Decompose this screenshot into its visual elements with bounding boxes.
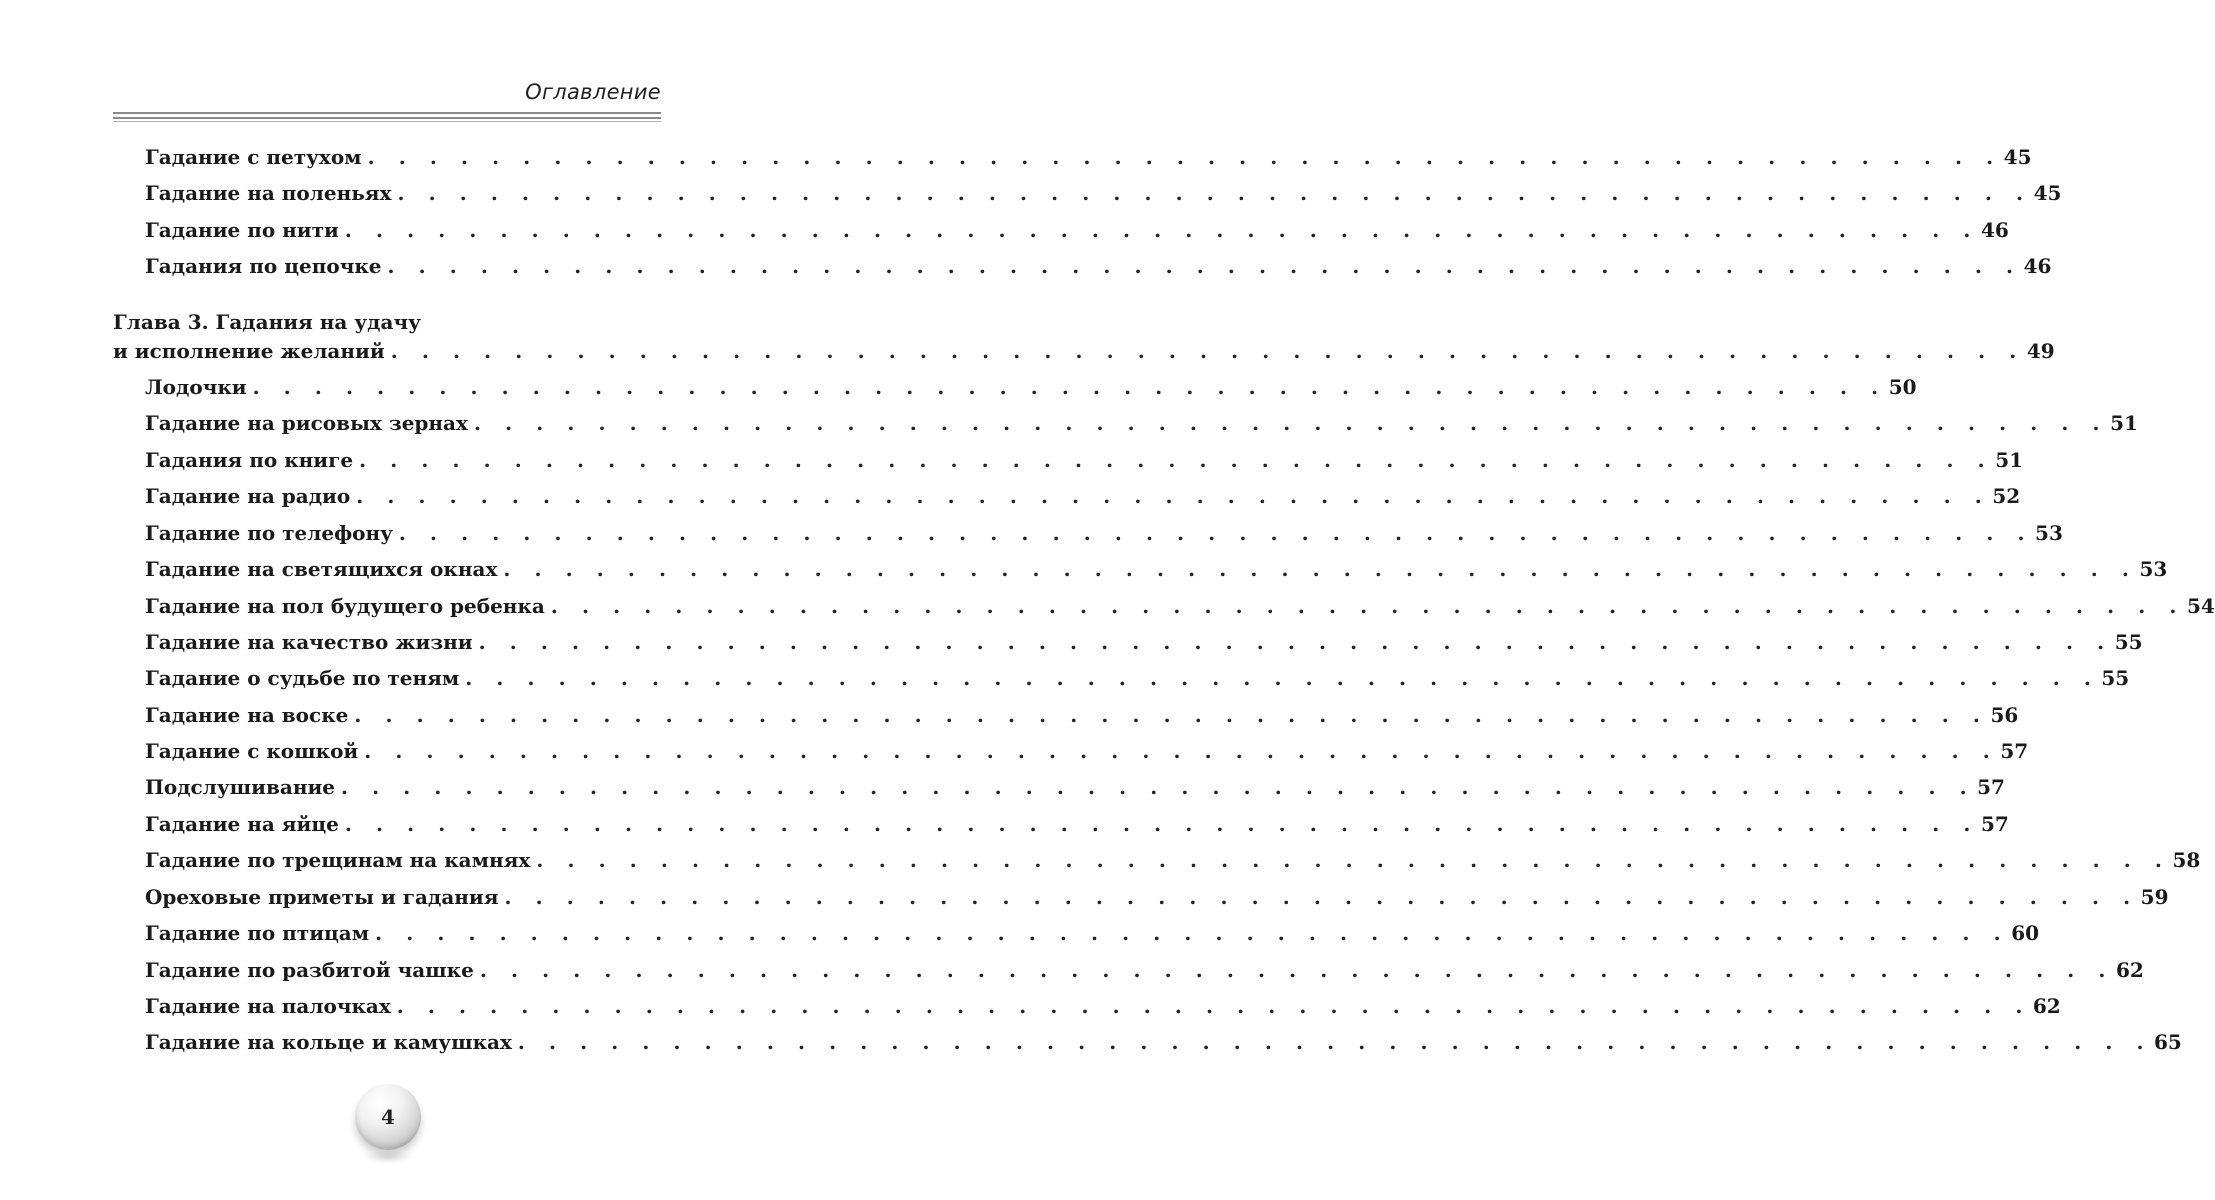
toc-entry-title: Ореховые приметы и гадания — [145, 885, 499, 909]
dot-leader: . . . . . . . . . . . . . . . . . . . . . . . . . . . . . . . . . . . . . . . . . . . . . . . . . . . . . — [341, 775, 1976, 799]
toc-entry-page: 60 — [2011, 921, 2040, 945]
toc-entry-page: 58 — [2172, 848, 2201, 872]
toc-entry-page: 53 — [2035, 521, 2063, 545]
toc-entry[interactable] — [145, 478, 2021, 514]
toc-entry-title: Гадание с петухом — [145, 145, 362, 169]
dot-leader: . . . . . . . . . . . . . . . . . . . . . . . . . . . . . . . . . . . . . . . . . . . . . . . . . . . . . — [356, 484, 1991, 508]
dot-leader: . . . . . . . . . . . . . . . . . . . . . . . . . . . . . . . . . . . . . . . . . . . . . . . . . . . . . — [517, 1030, 2153, 1054]
toc-entry[interactable] — [145, 806, 2009, 842]
toc-entry-page: 55 — [2114, 630, 2143, 654]
toc-entry-page: 57 — [2000, 739, 2029, 763]
toc-entry[interactable] — [145, 697, 2019, 733]
toc-entry[interactable] — [145, 175, 2062, 211]
toc-entry[interactable] — [145, 515, 2063, 551]
toc-entry[interactable] — [145, 915, 2040, 951]
toc-entry-page: 55 — [2101, 666, 2130, 690]
dot-leader: . . . . . . . . . . . . . . . . . . . . . . . . . . . . . . . . . . . . . . . . . . . . . . . . . . . . . — [504, 885, 2139, 909]
dot-leader: . . . . . . . . . . . . . . . . . . . . . . . . . . . . . . . . . . . . . . . . . . . . . . . . . . . . . — [390, 339, 2025, 363]
toc-entry-title: Гадание на рисовых зернах — [145, 411, 468, 435]
dot-leader: . . . . . . . . . . . . . . . . . . . . . . . . . . . . . . . . . . . . . . . . . . . . . . . . . . . . . — [536, 848, 2171, 872]
toc-entry-title: Гадание на светящихся окнах — [145, 557, 498, 581]
toc-entry-title: Гадание по трещинам на камнях — [145, 848, 531, 872]
toc-entry-page: 51 — [2110, 411, 2138, 435]
toc-entry-page: 57 — [1977, 775, 2005, 799]
toc-entry[interactable] — [145, 988, 2061, 1024]
toc-entry-page: 46 — [2023, 254, 2052, 278]
toc-entry-title: Гадания по книге — [145, 448, 354, 472]
dot-leader: . . . . . . . . . . . . . . . . . . . . . . . . . . . . . . . . . . . . . . . . . . . . . . . . . . . . . — [465, 666, 2100, 690]
chapter-heading-page: 49 — [2026, 339, 2055, 363]
toc-entry-page: 51 — [1995, 448, 2024, 472]
toc-entry-page: 50 — [1888, 375, 1917, 399]
dot-leader: . . . . . . . . . . . . . . . . . . . . . . . . . . . . . . . . . . . . . . . . . . . . . . . . . . . . . — [503, 557, 2138, 581]
toc-entry-title: Гадание с кошкой — [145, 739, 359, 763]
toc-entry-title: Гадание по разбитой чашке — [145, 958, 474, 982]
toc-entry[interactable] — [145, 952, 2144, 988]
toc-entry-title: Гадание на палочках — [145, 994, 391, 1018]
header-rule-top — [113, 112, 661, 114]
dot-leader: . . . . . . . . . . . . . . . . . . . . . . . . . . . . . . . . . . . . . . . . . . . . . . . . . . . . . — [367, 145, 2002, 169]
dot-leader: . . . . . . . . . . . . . . . . . . . . . . . . . . . . . . . . . . . . . . . . . . . . . . . . . . . . . — [364, 739, 1999, 763]
dot-leader: . . . . . . . . . . . . . . . . . . . . . . . . . . . . . . . . . . . . . . . . . . . . . . . . . . . . . — [375, 921, 2010, 945]
toc-entry[interactable] — [145, 212, 2009, 248]
toc-entry-page: 56 — [1990, 703, 2019, 727]
header-rule-middle — [113, 117, 661, 119]
toc-entry[interactable] — [145, 879, 2169, 915]
dot-leader: . . . . . . . . . . . . . . . . . . . . . . . . . . . . . . . . . . . . . . . . . . . . . . . . . . . . . — [479, 958, 2114, 982]
toc-entry-title: Гадание на воске — [145, 703, 349, 727]
dot-leader: . . . . . . . . . . . . . . . . . . . . . . . . . . . . . . . . . . . . . . . . . . . . . . . . . . . . . — [359, 448, 1994, 472]
running-head-title: Оглавление — [525, 80, 661, 104]
toc-entry[interactable] — [145, 139, 2032, 175]
dot-leader: . . . . . . . . . . . . . . . . . . . . . . . . . . . . . . . . . . . . . . . . . . . . . . . . . . . . . — [397, 181, 2032, 205]
toc-entry[interactable] — [145, 842, 2201, 878]
dot-leader: . . . . . . . . . . . . . . . . . . . . . . . . . . . . . . . . . . . . . . . . . . . . . . . . . . . . . — [252, 375, 1887, 399]
toc-entry-page: 62 — [2115, 958, 2144, 982]
toc-entry[interactable] — [145, 660, 2130, 696]
toc-entry-title: Гадание по телефону — [145, 521, 393, 545]
dot-leader: . . . . . . . . . . . . . . . . . . . . . . . . . . . . . . . . . . . . . . . . . . . . . . . . . . . . . — [478, 630, 2113, 654]
toc-entry-title: Гадание по нити — [145, 218, 339, 242]
toc-entry-title: Гадание на яйце — [145, 812, 339, 836]
toc-entry[interactable] — [145, 1024, 2182, 1060]
toc-entry[interactable] — [145, 769, 2005, 805]
dot-leader: . . . . . . . . . . . . . . . . . . . . . . . . . . . . . . . . . . . . . . . . . . . . . . . . . . . . . — [398, 521, 2034, 545]
toc-entry-page: 62 — [2032, 994, 2061, 1018]
dot-leader: . . . . . . . . . . . . . . . . . . . . . . . . . . . . . . . . . . . . . . . . . . . . . . . . . . . . . — [344, 812, 1979, 836]
toc-entry-title: Гадание на кольце и камушках — [145, 1030, 512, 1054]
toc-entry-title: Гадание на радио — [145, 484, 351, 508]
toc-entry[interactable] — [145, 369, 1917, 405]
toc-entry-title: Гадания по цепочке — [145, 254, 382, 278]
chapter-heading-title: и исполнение желаний — [113, 339, 385, 363]
toc-entry-title: Гадание о судьбе по теням — [145, 666, 460, 690]
chapter-heading-line1[interactable]: Глава 3. Гадания на удачу — [113, 310, 421, 334]
page-number-badge — [355, 1084, 421, 1150]
toc-entry[interactable] — [145, 442, 2024, 478]
toc-entry-title: Подслушивание — [145, 775, 336, 799]
toc-entry[interactable] — [145, 588, 2215, 624]
toc-entry-page: 45 — [2033, 181, 2062, 205]
toc-entry-page: 46 — [1980, 218, 2009, 242]
dot-leader: . . . . . . . . . . . . . . . . . . . . . . . . . . . . . . . . . . . . . . . . . . . . . . . . . . . . . — [550, 594, 2185, 618]
toc-entry-page: 45 — [2003, 145, 2032, 169]
dot-leader: . . . . . . . . . . . . . . . . . . . . . . . . . . . . . . . . . . . . . . . . . . . . . . . . . . . . . — [396, 994, 2031, 1018]
toc-entry-title: Лодочки — [145, 375, 247, 399]
dot-leader: . . . . . . . . . . . . . . . . . . . . . . . . . . . . . . . . . . . . . . . . . . . . . . . . . . . . . — [473, 411, 2109, 435]
toc-entry-title: Гадание на поленьях — [145, 181, 392, 205]
toc-entry[interactable] — [145, 733, 2029, 769]
page-number: 4 — [381, 1105, 395, 1129]
toc-entry-page: 65 — [2154, 1030, 2182, 1054]
toc-entry-title: Гадание по птицам — [145, 921, 370, 945]
header-rule-bottom — [113, 121, 661, 122]
badge-reflection — [361, 1150, 415, 1164]
toc-entry[interactable] — [145, 405, 2138, 441]
toc-entry[interactable] — [145, 551, 2168, 587]
toc-entry-page: 54 — [2186, 594, 2215, 618]
dot-leader: . . . . . . . . . . . . . . . . . . . . . . . . . . . . . . . . . . . . . . . . . . . . . . . . . . . . . — [344, 218, 1979, 242]
toc-entry-page: 52 — [1992, 484, 2021, 508]
toc-entry-title: Гадание на пол будущего ребенка — [145, 594, 545, 618]
toc-entry-title: Гадание на качество жизни — [145, 630, 473, 654]
dot-leader: . . . . . . . . . . . . . . . . . . . . . . . . . . . . . . . . . . . . . . . . . . . . . . . . . . . . . — [387, 254, 2022, 278]
toc-entry-page: 57 — [1981, 812, 2009, 836]
chapter-heading-line2[interactable] — [113, 333, 2055, 369]
toc-entry[interactable] — [145, 248, 2052, 284]
toc-entry[interactable] — [145, 624, 2143, 660]
dot-leader: . . . . . . . . . . . . . . . . . . . . . . . . . . . . . . . . . . . . . . . . . . . . . . . . . . . . . — [354, 703, 1989, 727]
toc-entry-page: 59 — [2140, 885, 2169, 909]
toc-entry-page: 53 — [2139, 557, 2168, 581]
